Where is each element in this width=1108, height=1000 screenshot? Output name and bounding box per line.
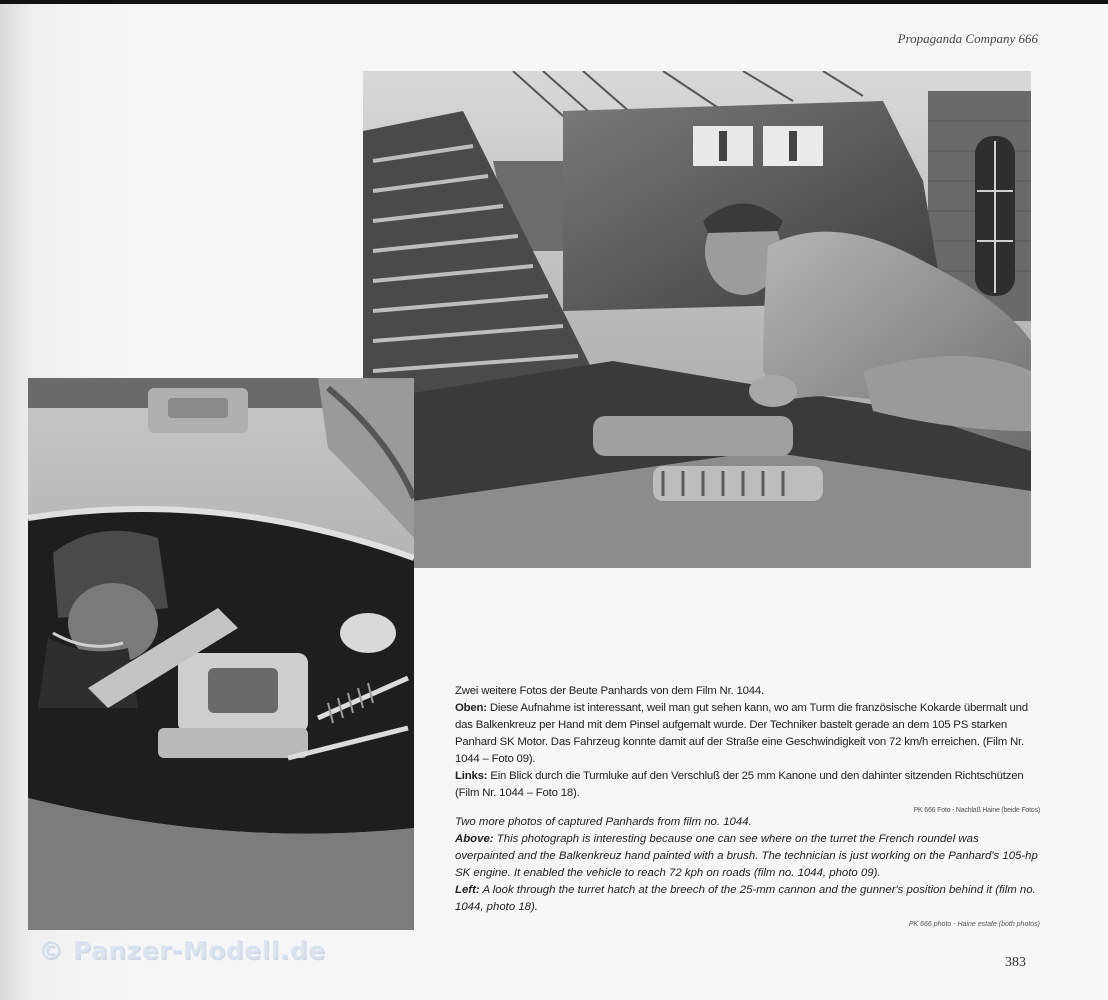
caption-en-intro: Two more photos of captured Panhards from film no. 1044. [455,816,752,828]
page-edge-shadow [0,0,1108,4]
caption-en-above-label: Above: [455,833,494,845]
caption-en-above-text: This photograph is interesting because one can see where on the turret the French roundel was overpainted and the Balkenkreuz hand painted with a brush. The technician is just working on the Panhard's 105-hp SK engine. It enabled the vehicle to reach 72 kph on roads (film no. 1044, photo 09). [455,833,1038,879]
caption-en-above [455,831,1040,882]
caption-de-left-label: Links: [455,770,488,782]
caption-de-above-label: Oben: [455,702,487,714]
watermark-logo: © Panzer-Modell.de [38,936,326,965]
caption-de-left-text: Ein Blick durch die Turmluke auf den Verschluß der 25 mm Kanone und den dahinter sitzenden Richtschützen (Film Nr. 1044 – Foto 18). [455,770,1024,799]
caption-de-intro: Zwei weitere Fotos der Beute Panhards von dem Film Nr. 1044. [455,685,764,697]
caption-de-above [455,700,1040,768]
caption-en-left [455,882,1040,916]
caption-english [455,814,1040,931]
photo-technician-engine [363,71,1031,568]
photo-credit-de: PK 666 Foto - Nachlaß Haine (beide Fotos) [913,807,1040,814]
page-number: 383 [1005,955,1026,970]
caption-de-above-text: Diese Aufnahme ist interessant, weil man gut sehen kann, wo am Turm die französische Kokarde übermalt und das Balkenkreuz per Hand mit dem Pinsel aufgemalt wurde. Der Techniker bastelt gerade an dem 105 PS starken Panhard SK Motor. Das Fahrzeug konnte damit auf der Straße eine Geschwindigkeit von 72 km/h erreichen. (Film Nr. 1044 – Foto 09). [455,702,1028,765]
photo-turret-hatch [28,378,414,930]
photo-credit-en: PK 666 photo - Haine estate (both photos) [908,921,1040,928]
caption-de-left [455,768,1040,802]
running-header: Propaganda Company 666 [897,31,1038,46]
caption-german [455,683,1040,817]
caption-en-left-text: A look through the turret hatch at the breech of the 25-mm cannon and the gunner's position behind it (film no. 1044, photo 18). [455,884,1036,913]
caption-en-left-label: Left: [455,884,480,896]
